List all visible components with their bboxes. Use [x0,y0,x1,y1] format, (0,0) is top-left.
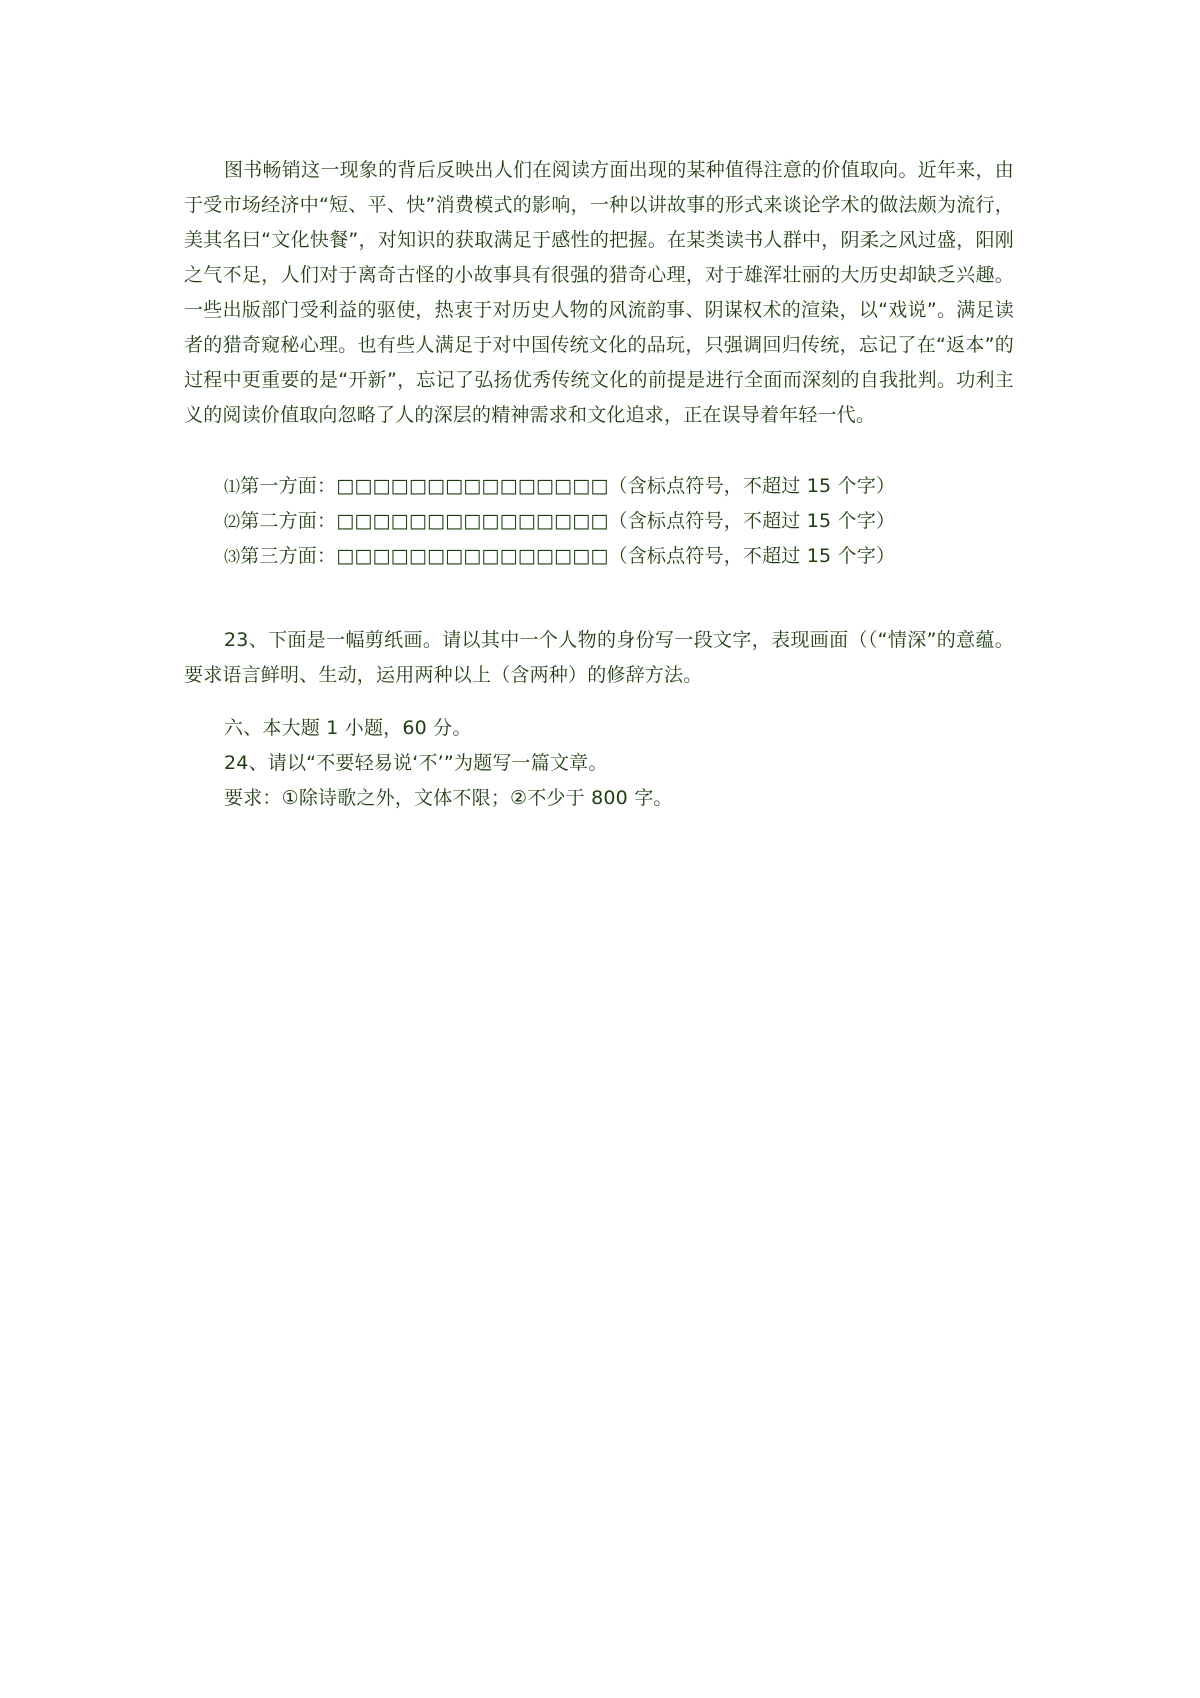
question-23 [184,623,1014,693]
reading-passage [184,153,1014,433]
answer-line-3 [184,539,1014,574]
item-note: （含标点符号，不超过 15 个字） [608,510,896,532]
section-6-heading: 六、本大题 1 小题，60 分。 [224,717,472,739]
item-number: ⑶ [224,547,241,566]
item-number: ⑴ [224,477,241,496]
answer-blanks: □□□□□□□□□□□□□□□ [336,475,609,497]
answer-line-1 [184,469,1014,504]
item-note: （含标点符号，不超过 15 个字） [608,475,896,497]
answer-blanks: □□□□□□□□□□□□□□□ [336,545,609,567]
item-number: ⑵ [224,512,241,531]
item-label: 第二方面： [240,510,337,532]
item-label: 第三方面： [240,545,337,567]
question-22-answers [184,469,1014,574]
question-23-text: 23、下面是一幅剪纸画。请以其中一个人物的身份写一段文字，表现画面（（“情深”的意蕴。要求语言鲜明、生动，运用两种以上（含两种）的修辞方法。 [184,629,1014,686]
passage-paragraph: 图书畅销这一现象的背后反映出人们在阅读方面出现的某种值得注意的价值取向。近年来，由于受市场经济中“短、平、快”消费模式的影响，一种以讲故事的形式来谈论学术的做法颇为流行，美其名曰“文化快餐”，对知识的获取满足于感性的把握。在某类读书人群中，阴柔之风过盛，阳刚之气不足，人们对于离奇古怪的小故事具有很强的猎奇心理，对于雄浑壮丽的大历史却缺乏兴趣。一些出版部门受利益的驱使，热衷于对历史人物的风流韵事、阴谋权术的渲染，以“戏说”。满足读者的猎奇窥秘心理。也有些人满足于对中国传统文化的品玩，只强调回归传统，忘记了在“返本”的过程中更重要的是“开新”，忘记了弘扬优秀传统文化的前提是进行全面而深刻的自我批判。功利主义的阅读价值取向忽略了人的深层的精神需求和文化追求，正在误导着年轻一代。 [184,159,1014,426]
item-label: 第一方面： [240,475,337,497]
answer-line-2 [184,504,1014,539]
section-6 [184,711,1014,816]
question-24-text: 24、请以“不要轻易说‘不’”为题写一篇文章。 [224,752,608,774]
answer-blanks: □□□□□□□□□□□□□□□ [336,510,609,532]
item-note: （含标点符号，不超过 15 个字） [608,545,896,567]
question-24-requirements: 要求：①除诗歌之外，文体不限；②不少于 800 字。 [224,787,673,809]
